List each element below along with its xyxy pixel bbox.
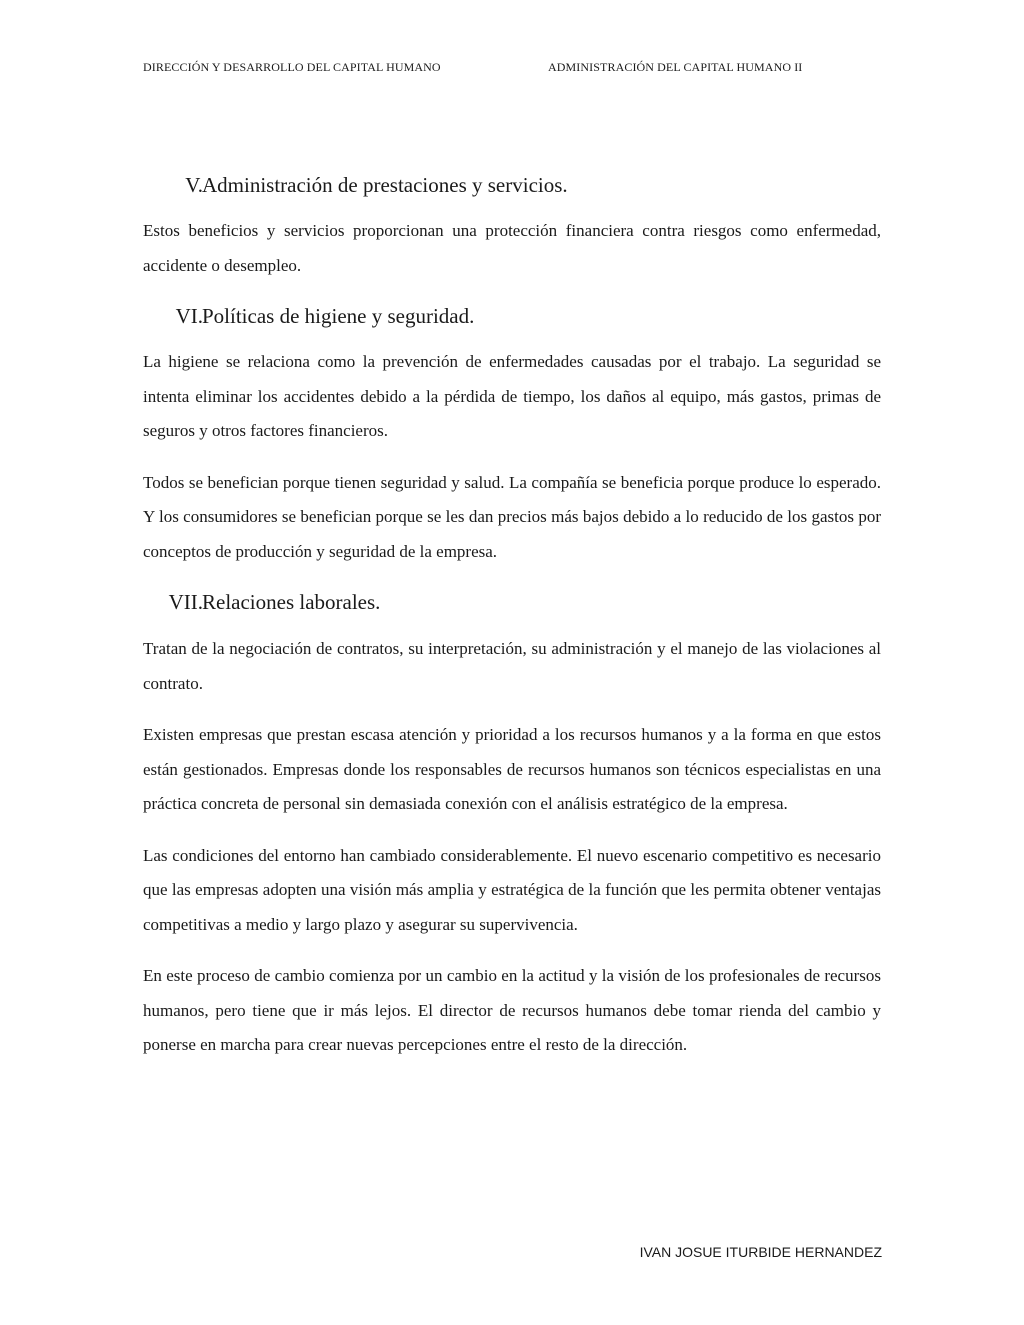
footer-author: IVAN JOSUE ITURBIDE HERNANDEZ	[639, 1244, 882, 1260]
header-course-title: DIRECCIÓN Y DESARROLLO DEL CAPITAL HUMANO	[143, 60, 441, 74]
section-number: VI.	[175, 304, 203, 328]
paragraph: Las condiciones del entorno han cambiado considerablemente. El nuevo escenario competitivo es necesario que las empresas adopten una visión más amplia y estratégica de la función que les permita obtener ventajas competitivas a medio y largo plazo y asegurar su supervivencia.	[143, 845, 881, 934]
paragraph: Todos se benefician porque tienen seguridad y salud. La compañía se beneficia porque produce lo esperado. Y los consumidores se benefician porque se les dan precios más bajos debido a lo reducido de los gastos por conceptos de producción y seguridad de la empresa.	[143, 472, 881, 561]
section-heading-vi	[143, 301, 881, 331]
paragraph: Estos beneficios y servicios proporcionan una protección financiera contra riesgos como enfermedad, accidente o desempleo.	[143, 221, 881, 275]
section-number: V.	[185, 173, 203, 197]
section-number: VII.	[168, 590, 203, 614]
section-title: Relaciones laborales.	[202, 590, 381, 614]
paragraph: Existen empresas que prestan escasa atención y prioridad a los recursos humanos y a la forma en que estos están gestionados. Empresas donde los responsables de recursos humanos son técnicos especialistas en una práctica concreta de personal sin demasiada conexión con el análisis estratégico de la empresa.	[143, 725, 881, 813]
header-subject-title: ADMINISTRACIÓN DEL CAPITAL HUMANO II	[548, 60, 803, 74]
paragraph: En este proceso de cambio comienza por un cambio en la actitud y la visión de los profesionales de recursos humanos, pero tiene que ir más lejos. El director de recursos humanos debe tomar rienda del cambio y ponerse en marcha para crear nuevas percepciones entre el resto de la dirección.	[143, 966, 881, 1054]
section-heading-v	[143, 170, 881, 200]
section-heading-vii	[143, 587, 881, 617]
document-body	[143, 170, 881, 1063]
paragraph: Tratan de la negociación de contratos, su interpretación, su administración y el manejo de las violaciones al contrato.	[143, 639, 881, 693]
section-title: Administración de prestaciones y servicios.	[202, 173, 568, 197]
section-title: Políticas de higiene y seguridad.	[202, 304, 475, 328]
paragraph: La higiene se relaciona como la prevención de enfermedades causadas por el trabajo. La seguridad se intenta eliminar los accidentes debido a la pérdida de tiempo, los daños al equipo, más gastos, primas de seguros y otros factores financieros.	[143, 352, 881, 440]
